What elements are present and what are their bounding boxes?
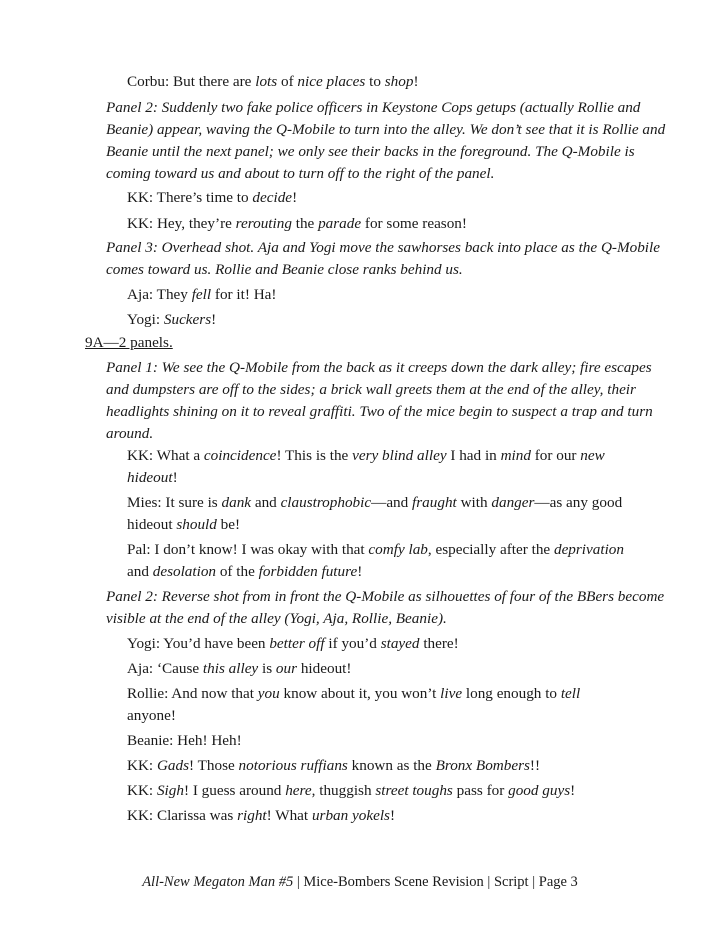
text-run: ! (389, 807, 396, 824)
text-run: dank (221, 494, 252, 511)
panel-direction-line (106, 586, 664, 608)
text-run: comes toward us. Rollie and Beanie close ranks behind us. (106, 261, 463, 278)
text-run: I had in (446, 447, 501, 464)
text-run: the (291, 215, 319, 232)
text-run: Suckers (163, 311, 212, 328)
panel-direction-line (106, 608, 447, 630)
panel-direction-line (106, 357, 652, 379)
dialogue-line (127, 467, 178, 489)
text-run: for some reason! (361, 215, 467, 232)
text-run: Beanie: Heh! Heh! (127, 732, 242, 749)
text-run: headlights shining on it to reveal graffiti. Two of the mice begin to suspect a trap and turn (106, 403, 653, 420)
text-run: Sigh (156, 782, 184, 799)
dialogue-line (127, 514, 240, 536)
dialogue-line (127, 805, 395, 827)
text-run: forbidden future (258, 563, 358, 580)
text-run: for it! Ha! (211, 286, 277, 303)
text-run: KK: (127, 782, 157, 799)
dialogue-line (127, 730, 242, 752)
text-run: around. (106, 425, 154, 442)
text-run: new (580, 447, 605, 464)
text-run: is (258, 660, 276, 677)
dialogue-line (127, 445, 605, 467)
text-run: ! (357, 563, 363, 580)
text-run: Yogi: (127, 311, 164, 328)
scene-heading (85, 332, 173, 354)
panel-direction-line (106, 423, 153, 445)
text-run: pass for (452, 782, 509, 799)
text-run: long enough to (462, 685, 561, 702)
text-run: of (277, 73, 298, 90)
text-run: , thuggish (311, 782, 376, 799)
text-run: decide (252, 189, 293, 206)
dialogue-line (127, 561, 362, 583)
text-run: nice places (297, 73, 366, 90)
text-run: and (127, 563, 153, 580)
text-run: right (237, 807, 267, 824)
text-run: KK: There’s time to (127, 189, 253, 206)
text-run: Panel 1: We see the Q-Mobile from the back as it creeps down the dark alley; fire escapes (106, 359, 652, 376)
text-run: KK: Clarissa was (127, 807, 238, 824)
dialogue-line (127, 309, 216, 331)
text-run: ! I guess around (183, 782, 286, 799)
dialogue-line (127, 213, 467, 235)
footer-sep-2: | (483, 874, 494, 890)
text-run: ! Those (189, 757, 239, 774)
text-run: Corbu: But there are (127, 73, 256, 90)
page-footer (0, 872, 720, 892)
text-run: this alley (202, 660, 259, 677)
footer-sep-1: | (293, 874, 304, 890)
text-run: ! What (266, 807, 312, 824)
text-run: our (275, 660, 298, 677)
text-run: notorious ruffians (238, 757, 348, 774)
text-run: and (251, 494, 281, 511)
text-run: , especially after the (427, 541, 554, 558)
text-run: Aja: They (127, 286, 192, 303)
text-run: fraught (412, 494, 457, 511)
text-run: be! (216, 516, 241, 533)
text-run: known as the (347, 757, 436, 774)
panel-direction-line (106, 401, 653, 423)
text-run: KK: (127, 757, 157, 774)
text-run: coincidence (203, 447, 277, 464)
text-run: coming toward us and about to turn off to the right of the panel. (106, 165, 495, 182)
text-run: Pal: I don’t know! I was okay with that (127, 541, 369, 558)
text-run: ! (211, 311, 217, 328)
text-run: hideout (127, 469, 173, 486)
text-run: comfy lab (368, 541, 428, 558)
text-run: desolation (152, 563, 217, 580)
panel-direction-line (106, 163, 494, 185)
text-run: Yogi: You’d have been (127, 635, 270, 652)
panel-direction-line (106, 141, 635, 163)
dialogue-line (127, 705, 176, 727)
text-run: 9A—2 panels. (85, 334, 173, 351)
footer-sep-3: | (528, 874, 539, 890)
text-run: with (456, 494, 492, 511)
text-run: rerouting (235, 215, 292, 232)
footer-scene: Mice-Bombers Scene Revision (303, 874, 484, 890)
text-run: visible at the end of the alley (Yogi, Aja, Rollie, Beanie). (106, 610, 447, 627)
text-run: and dumpsters are off to the sides; a brick wall greets them at the end of the alley, their (106, 381, 636, 398)
text-run: Aja: ‘Cause (127, 660, 203, 677)
text-run: deprivation (553, 541, 624, 558)
text-run: mind (500, 447, 531, 464)
text-run: of the (216, 563, 259, 580)
text-run: for our (530, 447, 581, 464)
text-run: Gads (156, 757, 190, 774)
text-run: good guys (508, 782, 571, 799)
text-run: anyone! (127, 707, 176, 724)
text-run: Panel 3: Overhead shot. Aja and Yogi move the sawhorses back into place as the Q-Mobile (106, 239, 660, 256)
dialogue-line (127, 658, 351, 680)
dialogue-line (127, 284, 276, 306)
text-run: should (176, 516, 217, 533)
text-run: Bronx Bombers (435, 757, 530, 774)
text-run: fell (191, 286, 212, 303)
dialogue-line (127, 780, 575, 802)
footer-page-label: Page 3 (538, 874, 578, 890)
dialogue-line (127, 755, 540, 777)
text-run: ! (172, 469, 178, 486)
dialogue-line (127, 683, 580, 705)
text-run: lots (255, 73, 278, 90)
text-run: to (365, 73, 385, 90)
text-run: ! (570, 782, 576, 799)
dialogue-line (127, 71, 419, 93)
text-run: here (285, 782, 312, 799)
text-run: Panel 2: Reverse shot from in front the Q-Mobile as silhouettes of four of the BBers become (106, 588, 665, 605)
text-run: KK: Hey, they’re (127, 215, 236, 232)
text-run: there! (419, 635, 459, 652)
text-run: tell (560, 685, 581, 702)
text-run: ! This is the (276, 447, 353, 464)
text-run: stayed (380, 635, 420, 652)
text-run: know about it, you won’t (279, 685, 441, 702)
text-run: Beanie until the next panel; we only see their backs in the foreground. The Q-Mobile is (106, 143, 635, 160)
text-run: you (257, 685, 280, 702)
text-run: very blind alley (352, 447, 447, 464)
text-run: street toughs (375, 782, 453, 799)
text-run: Beanie) appear, waving the Q-Mobile to turn into the alley. We don’t see that it is Rollie and (106, 121, 666, 138)
text-run: claustrophobic (280, 494, 372, 511)
text-run: ! (413, 73, 419, 90)
text-run: if you’d (324, 635, 381, 652)
footer-doc-type: Script (493, 874, 529, 890)
panel-direction-line (106, 379, 636, 401)
panel-direction-line (106, 119, 665, 141)
text-run: ! (292, 189, 298, 206)
panel-direction-line (106, 259, 463, 281)
text-run: urban yokels (311, 807, 390, 824)
text-run: hideout! (297, 660, 352, 677)
text-run: danger (491, 494, 535, 511)
text-run: better off (269, 635, 325, 652)
dialogue-line (127, 633, 459, 655)
footer-series: All-New Megaton Man #5 (142, 874, 294, 890)
text-run: live (440, 685, 463, 702)
text-run: parade (318, 215, 362, 232)
text-run: —and (371, 494, 413, 511)
text-run: Rollie: And now that (127, 685, 258, 702)
dialogue-line (127, 187, 297, 209)
text-run: Mies: It sure is (127, 494, 222, 511)
text-run: —as any good (534, 494, 623, 511)
dialogue-line (127, 492, 622, 514)
text-run: Panel 2: Suddenly two fake police officers in Keystone Cops getups (actually Rollie and (106, 99, 641, 116)
text-run: !! (529, 757, 541, 774)
panel-direction-line (106, 237, 660, 259)
text-run: hideout (127, 516, 177, 533)
text-run: shop (384, 73, 414, 90)
text-run: KK: What a (127, 447, 204, 464)
dialogue-line (127, 539, 624, 561)
panel-direction-line (106, 97, 640, 119)
